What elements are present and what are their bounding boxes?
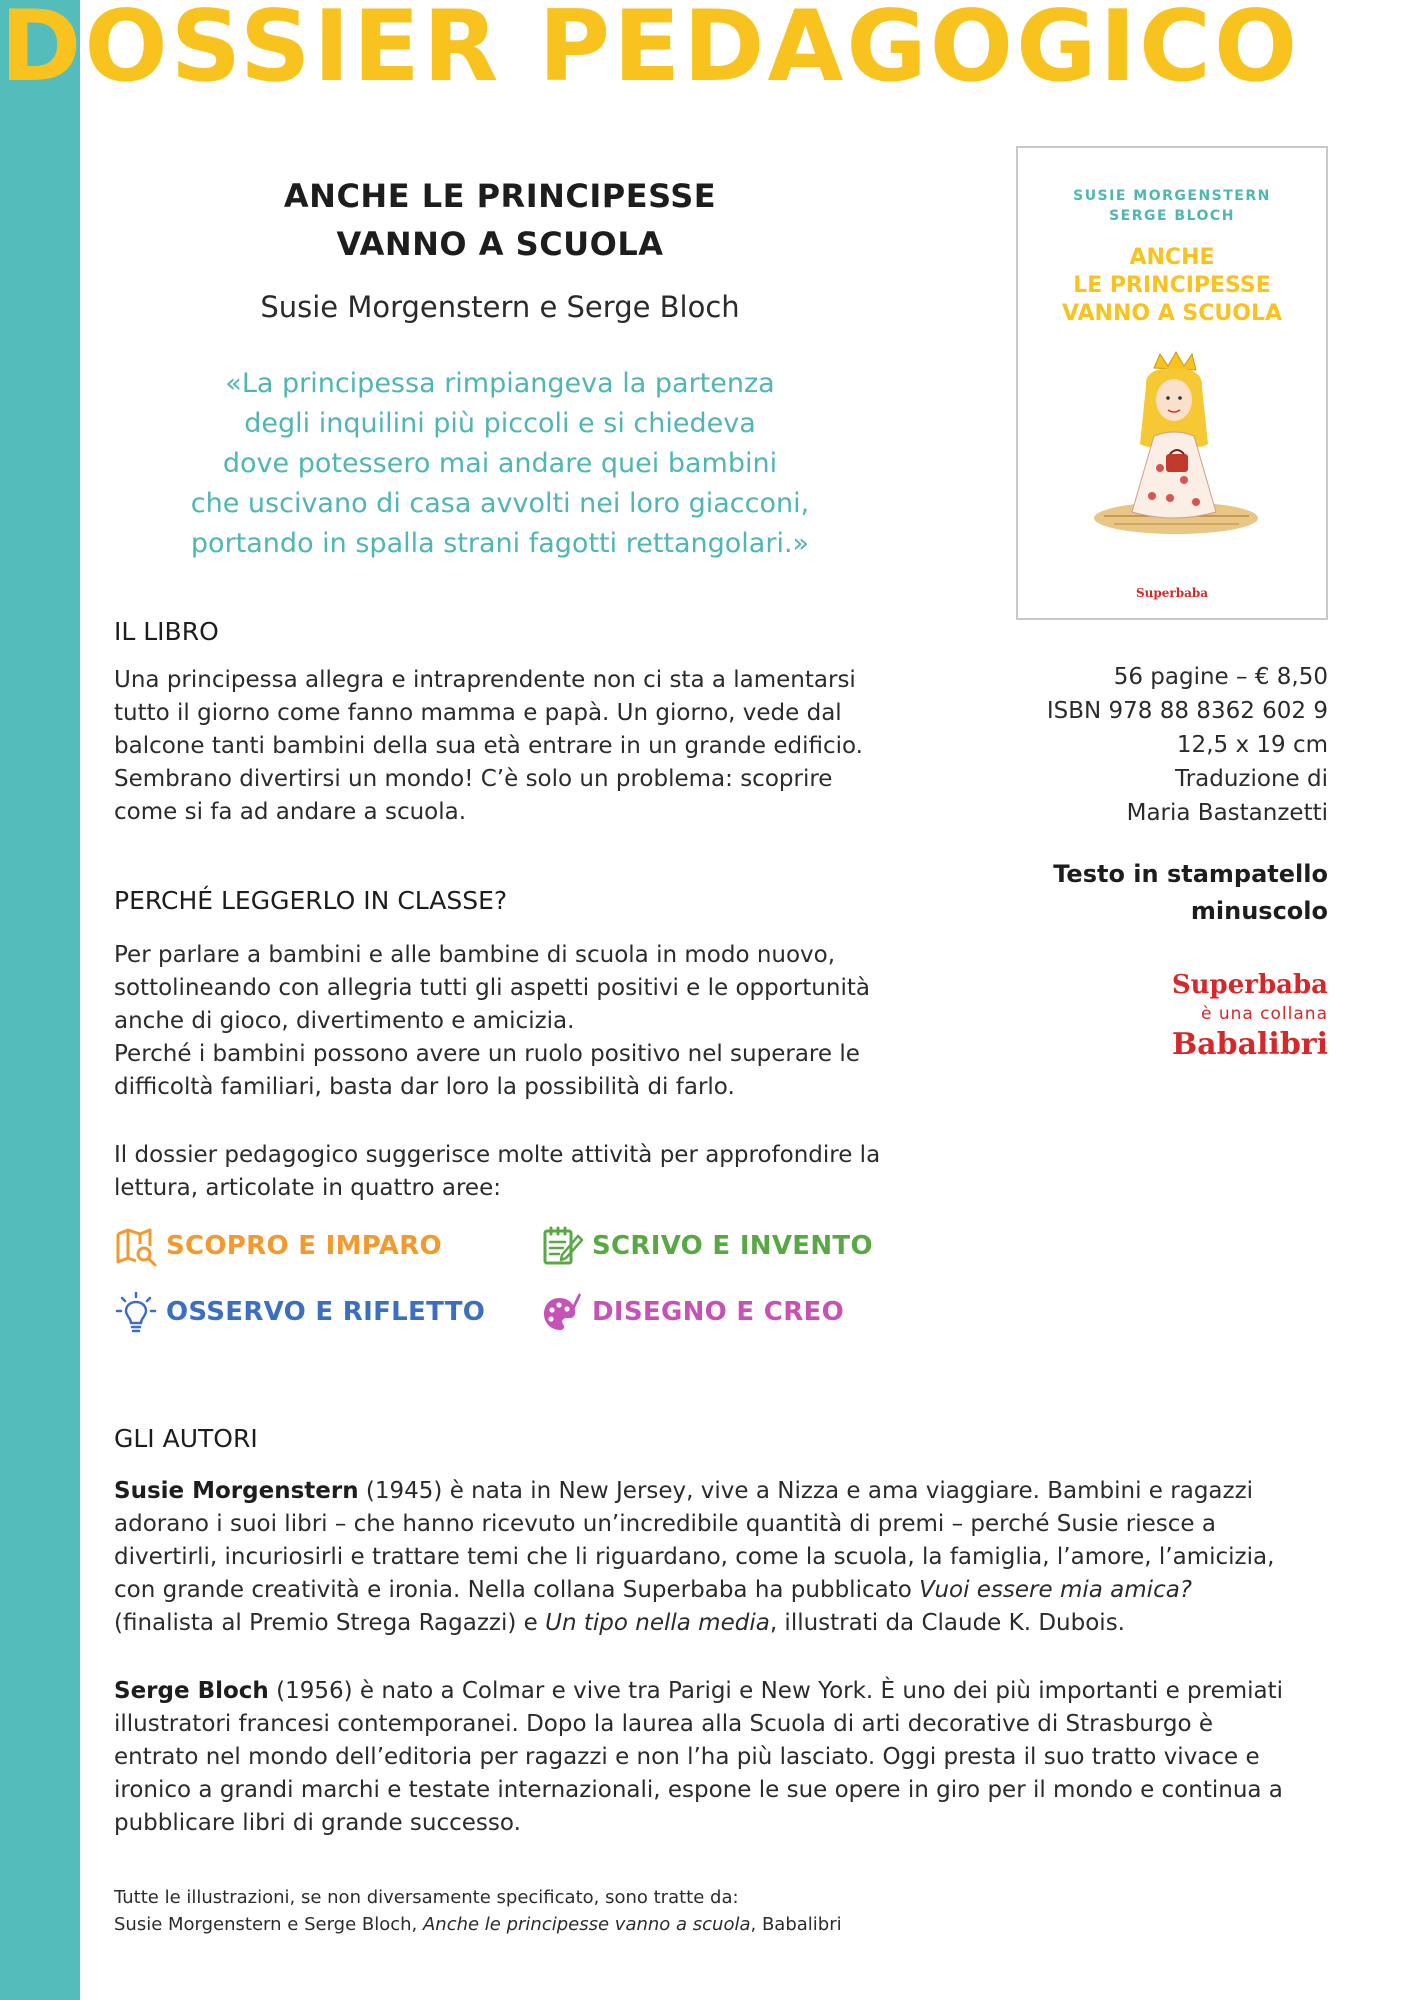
cover-title: ANCHE LE PRINCIPESSE VANNO A SCUOLA — [1061, 245, 1283, 326]
book-authors: Susie Morgenstern e Serge Bloch — [260, 290, 740, 324]
bio-susie-morgenstern: Susie Morgenstern (1945) è nata in New Jersey, vive a Nizza e ama viaggiare. Bambini e ragazzi adorano i suoi libri – che hanno ricevuto un’incredibile quantità di premi – perché Susie riesce a divertirli, incuriosirli e trattare temi che li riguardano, come la scuola, la famiglia, l’amore, l’amicizia, con grande creatività e ironia. Nella collana Superbaba ha pubblicato Vuoi essere mia amica? (finalista al Premio Strega Ragazzi) e Un tipo nella media, illustrati da Claude K. Dubois. — [114, 1478, 1275, 1636]
dossier-intro-text: Il dossier pedagogico suggerisce molte attività per approfondire la lettura, articolate in quattro aree: — [114, 1142, 881, 1201]
bio-serge-bloch: Serge Bloch (1956) è nato a Colmar e vive tra Parigi e New York. È uno dei più importanti e premiati illustratori francesi contemporanei. Dopo la laurea alla Scuola di arti decorative di Strasburgo è entrato nel mondo dell’editoria per ragazzi e non l’ha più lasciato. Oggi presta il suo tratto vivace e ironico a grandi marchi e testate internazionali, espone le sue opere in giro per il mondo e continua a pubblicare libri di grande successo. — [114, 1678, 1284, 1836]
heading-perche: PERCHÉ LEGGERLO IN CLASSE? — [114, 886, 508, 915]
perche-text: Per parlare a bambini e alle bambine di scuola in modo nuovo, sottolineando con allegria tutti gli aspetti positivi e le opportunità anche di gioco, divertimento e amicizia. Perché i bambini possono avere un ruolo positivo nel superare le difficoltà familiari, basta dar loro la possibilità di farlo. — [114, 942, 870, 1100]
illustration-credits: Tutte le illustrazioni, se non diversamente specificato, sono tratte da: Susie Morgenstern e Serge Bloch, Anche le principesse vanno a scuola, Babalibri — [114, 1887, 842, 1935]
il-libro-text: Una principessa allegra e intraprendente non ci sta a lamentarsi tutto il giorno come fanno mamma e papà. Un giorno, vede dal balcone tanti bambini della sua età entrare in un grande edificio. Sembrano divertirsi un mondo! C’è solo un problema: scoprire come si fa ad andare a scuola. — [114, 667, 863, 825]
cover-brand: Superbaba — [1135, 586, 1209, 600]
author-name-morgenstern: Susie Morgenstern — [114, 1478, 359, 1504]
lightbulb-icon — [114, 1290, 158, 1334]
princess-illustration — [1084, 348, 1264, 538]
map-search-icon — [114, 1224, 158, 1268]
text-format-note: Testo in stampatello minuscolo — [1053, 860, 1328, 925]
publisher-imprint: Superbaba è una collana Babalibri — [1171, 970, 1328, 1062]
area-scopro-e-imparo: SCOPRO E IMPARO — [114, 1224, 442, 1268]
book-cover — [1016, 146, 1328, 620]
area-osservo-e-rifletto: OSSERVO E RIFLETTO — [114, 1290, 485, 1334]
book-quote: «La principessa rimpiangeva la partenza degli inquilini più piccoli e si chiedeva dove potessero mai andare quei bambini che uscivano di casa avvolti nei loro giacconi, portando in spalla strani fagotti rettangolari.» — [190, 368, 810, 559]
book-title: ANCHE LE PRINCIPESSE VANNO A SCUOLA — [283, 177, 717, 263]
heading-gli-autori: GLI AUTORI — [114, 1424, 258, 1453]
banner-title: DOSSIER PEDAGOGICO — [0, 0, 1301, 104]
cover-authors: SUSIE MORGENSTERN SERGE BLOCH — [1073, 188, 1271, 224]
book-meta: 56 pagine – € 8,50 ISBN 978 88 8362 602 9 12,5 x 19 cm Traduzione di Maria Bastanzetti — [1046, 664, 1328, 826]
palette-brush-icon — [540, 1290, 584, 1334]
notepad-pencil-icon — [540, 1224, 584, 1268]
area-scrivo-e-invento: SCRIVO E INVENTO — [540, 1224, 873, 1268]
author-name-bloch: Serge Bloch — [114, 1678, 269, 1704]
side-bar — [0, 0, 80, 2000]
area-disegno-e-creo: DISEGNO E CREO — [540, 1290, 844, 1334]
heading-il-libro: IL LIBRO — [114, 617, 219, 646]
